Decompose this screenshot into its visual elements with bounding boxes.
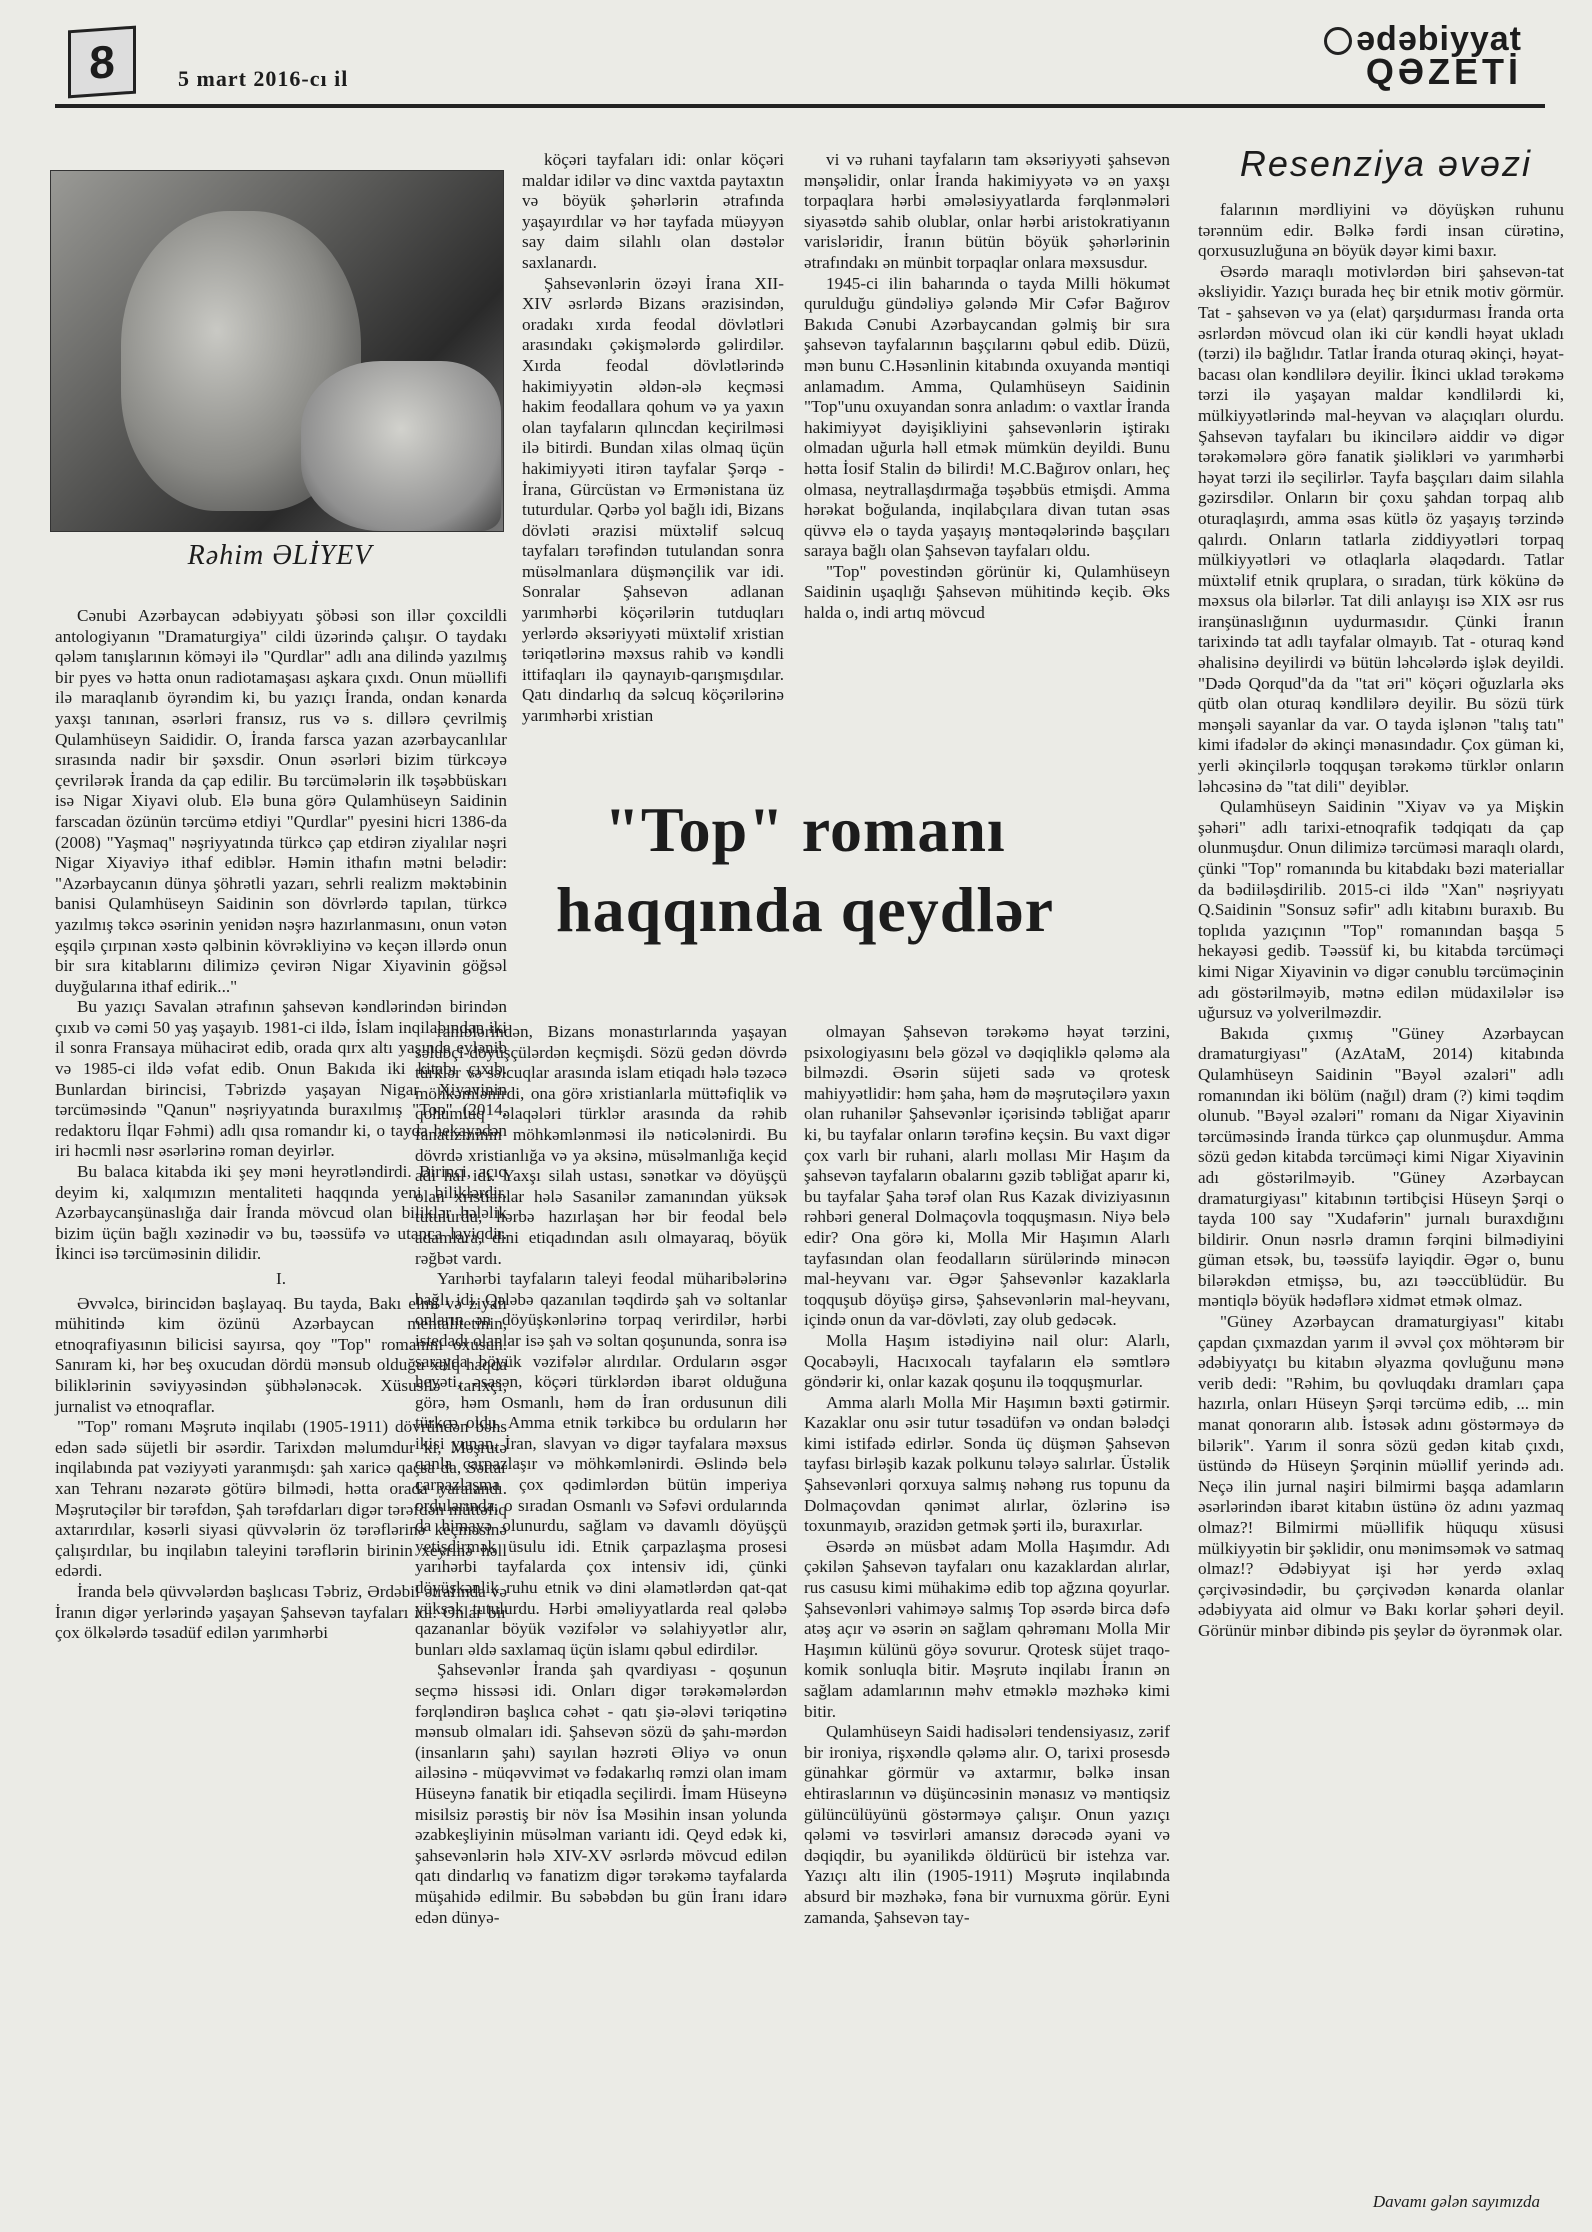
article-title [395, 790, 1215, 950]
paragraph: falarının mərdliyini və döyüşkən ruhunu tərənnüm edir. Bəlkə fərdi insan cürətinə, qorxusuzluğuna ən böyük dəyər kimi baxır. [1198, 200, 1564, 261]
paragraph: Yarıhərbi tayfaların taleyi feodal müharibələrinə bağlı idi. Qələbə qazanılan təqdirdə şah və soltanlar onların ən döyüşkənlərinə torpaq verirdilər, hərbi istedadı olanlar isə şah və soltan qoşununda, sonra isə sarayda böyük vəzifələr alırdılar. Orduların əsgər heyəti, əsasən, köçəri türklərdən ibarət olduğuna görə, həm Osmanlı, həm də İran ordusunun dili türkcə oldu. Amma etnik tərkibcə bu orduların hər ikisi yunan, İran, slavyan və digər tayfalara məxsus qanla çarpazlaşır və möhkəmlənirdi. Əslində belə çarpazlaşma çox qədimlərdən bütün imperiya ordularında, o sıradan Osmanlı və Səfəvi ordularında da himayə olunurdu, sağlam və davamlı döyüşçü yetişdirmək üsulu idi. Etnik çarpazlaşma prosesi yarıhərbi tayfalarda çox intensiv idi, çünki döyüşkənlik ruhu etnik və dini əlamətlərdən qat-qat yüksək tutulurdu. Hərbi əməliyyatlarda real qələbə qazananlar böyük vəzifələr və səlahiyyətlər alır, bunları əldə saxlamaq üçün islamı qəbul edirdilər. [415, 1269, 787, 1659]
column-3-top [804, 150, 1170, 624]
paragraph: Molla Haşım istədiyinə nail olur: Alarlı, Qocabəyli, Hacıxocalı tayfaların elə səmtlərə göndərir ki, onlar kazak qoşunu ilə toqquşmurlar. [804, 1330, 1170, 1392]
newspaper-logo [1324, 20, 1522, 93]
paragraph: olmayan Şahsevən tərəkəmə həyat tərzini, psixologiyasını belə gözəl və dəqiqliklə qələmə ala bilməzdi. Əsərin süjeti sadə və qrotesk mahiyyətlidir: həm şaha, həm də məşrutəçilərə yaxın olan ruhanilər Şahsevənlər içərisində təbliğat aparır ki, bu tayfalar onların tərəfinə keçsin. Bu vaxt digər çox varlı bir ruhani, alarlı mollası Mir Haşım da şahsevən tayfaların obalarını gəzib təbliğat aparır ki, bu tayfalar Şaha tərəf olan Rus Kazak diviziyasının rəhbəri general Dolmaçovla toqquşmasın. Niyə belə edir? Ona görə ki, Molla Mir Haşımın Alarlı tayfasından olan feodalların sürülərində minəcən mal-heyvanı var. Əgər Şahsevənlər kazaklarla toqquşub döyüşə girsə, Şahsevənlərin mal-heyvanı, içində onun da var-dövləti, zay olub gedəcək. [804, 1022, 1170, 1330]
paragraph: Əvvəlcə, birincidən başlayaq. Bu tayda, Bakı elmi və ziyalı mühitində kim özünü Azərbaycan mentalitetinin, etnoqrafiyasının bilicisi sayırsa, qoy "Top" romanını oxusun. Sanıram ki, hər beş oxucudan dördü mənsub olduğu xalq haqda biliklərinin səviyyəsindən şübhələnəcək. Xüsusilə tarixçi, jurnalist və etnoqraflar. [55, 1293, 507, 1416]
column-2-bottom [415, 1022, 787, 1928]
paragraph: Cənubi Azərbaycan ədəbiyyatı şöbəsi son illər çoxcildli antologiyanın "Dramaturgiya" cildi üzərində çalışır. O taydakı qələm tanışlarının köməyi ilə "Qurdlar" adlı ana dilində yazılmış bir pyes və hətta onun radiotamaşası aşkara çıxdı. Onun müəllifi ilə maraqlanıb öyrəndim ki, bu yazıçı İranda, ondan kənarda yaxşı tanınan, əsərləri fransız, rus və s. dillərə çevrilmiş Qulamhüseyn Saididir. O, İranda farsca yazan azərbaycanlılar sırasında nadir bir şəxsdir. Onun əsərləri bizim türkcəyə çevrilərək İranda da çap edilir. Bu tərcümələrin ilk təşəbbüskarı isə Nigar Xiyavi olub. Elə buna görə Qulamhüseyn Saidinin farscadan özünün tərcümə etdiyi "Qurdlar" pyesini hicri 1386-da (2008) "Yaşmaq" nəşriyyatında türkcə çap etdirən ziyalılar nəşri Nigar Xiyaviyə ithaf ediblər. Həmin ithafın mətni belədir: "Azərbaycanın dünya şöhrətli yazarı, sehrli realizm məktəbinin banisi Qulamhüseyn Saidinin son dövrlərdə tapılan, türkcə yazılmış təkcə əsərinin yenidən nəşrə hazırlanmasını, onun vətən eşqilə çırpınan xəstə qəlbinin kövrəkliyinə və keçən illərdə onun bir sıra kitablarını dilimizə çevirən Nigar Xiyavinin göğsəl duyğularına ithaf edirik..." [55, 606, 507, 996]
author-name: Rəhim ƏLİYEV [187, 540, 373, 571]
paragraph: Qulamhüseyn Saidinin "Xiyav və ya Mişkin şəhəri" adlı tarixi-etnoqrafik tədqiqatı da çap olunmuşdur. Onun dilimizə tərcüməsi maraqlı olardı, çünki "Top" romanında bu kitabdakı bəzi materiallar da bədiiləşdirilib. 2015-ci ildə "Xan" nəşriyyatı Q.Saidinin "Sonsuz səfir" adlı kitabını buraxıb. Bu toplıda yazıçının "Top" romanından başqa 5 hekayəsi gedib. Təəssüf ki, bu kitabda tərcüməçi kimi Nigar Xiyavinin və digər cənublu tərcüməçinin adı göstərilməyib, mətnə edilən müdaxilələr isə uğursuz və yolverilməzdir. [1198, 797, 1564, 1023]
issue-date: 5 mart 2016-cı il [178, 66, 349, 91]
title-line-2: haqqında qeydlər [556, 874, 1054, 945]
paragraph: Bu balaca kitabda iki şey məni heyrətləndirdi. Birinci, açıq deyim ki, xalqımızın mentaliteti haqqında yeni biliklərdir. Azərbaycanşünaslığa dair İranda mövcud olan biliklər hələlik bizim üçün bağlı xəzinədir və bu, təəssüfə və utanca layiqdir. İkinci isə tərcüməsinin dilidir. [55, 1162, 507, 1264]
logo-line2: QƏZETİ [1365, 51, 1522, 92]
column-4 [1198, 200, 1564, 1642]
paragraph: Amma alarlı Molla Mir Haşımın bəxti gətirmir. Kazaklar onu əsir tutur təsadüfən və ondan bələdçi kimi istifadə edirlər. Sonda üç düşmən Şahsevən tayfası birləşib kazak polkunu tələyə salırlar. Üstəlik Şahsevənləri qorxuya salmış nəhəng rus topunu da Dolmaçovdan qənimət alırlar, özlərinə isə toxunmayıb, ərazidən getmək şərti ilə, buraxırlar. [804, 1392, 1170, 1536]
paragraph: Şahsevənlər İranda şah qvardiyası - qoşunun seçmə hissəsi idi. Onları digər tərəkəmələrdən fərqləndirən başlıca cəhət - qatı şiə-ələvi təriqətinə mənsub olmaları idi. Şahsevən sözü də şahı-mərdən (insanların şahı) sayılan həzrəti Əliyə və onun ailəsinə - müqəvvimət və fədakarlıq rəmzi olan imam Hüseynə fanatik bir etiqadla seçilirdi. İmam Hüseynə misilsiz pərəstiş bir növ İsa Məsihin insan yolunda əzabkeşliyinin müsəlman variantı idi. Qeyd edək ki, şahsevənlərin hələ XIV-XV əsrlərdə mövcud edilən qatı dindarlıq və fanatizm digər tərəkəmə tayfalarda müşahidə edilmir. Bu səbəbdən bu gün İranı idarə edən dünyə- [415, 1660, 787, 1927]
paragraph: "Top" romanı Məşrutə inqilabı (1905-1911) dövründən bəhs edən sadə süjetli bir əsərdir. Tarixdən məlumdur ki, Məşrutə inqilabında pat vəziyyəti yaranmışdı: şah xaricə qaçsa da, Səttar xan Tehranı nəzarətə götürə bilmədi, hətta orada yaralandı. Məşrutəçilər bir tərəfdən, Şah tərəfdarları digər tərəfdən müttəfiq axtarırdılar, kəsərli siyasi qüvvələrin öz tərəflərinə keçməsinə çalışırdılar, bu inqilabın taleyini tərəflərin birinin xeyrinə həll edərdi. [55, 1417, 507, 1581]
author-photo [50, 170, 504, 532]
section-numeral: I. [275, 1269, 287, 1288]
logo-line1: ədəbiyyat [1356, 20, 1522, 58]
paragraph: Bakıda çıxmış "Güney Azərbaycan dramaturgiyası" (AzAtaM, 2014) kitabında Qulamhüseyn Saidinin "Bəyəl əzaləri" adlı romanından iki bölüm (nağıl) dram (?) kimi təqdim olunub. "Bəyəl əzaləri" romanı da Nigar Xiyavinin tərcüməsində İranda türkcə çap olunmuşdur. Amma sözü gedən kitabda tərcüməçi kimi Nigar Xiyavinin adı göstərilməyib. "Güney Azərbaycan dramaturgiyası" kitabının tərtibçisi Hüseyn Şərqi o tayda 100 say "Xudafərin" jurnalı buraxdığını bildirir. Onun nəsrlə dramın fərqini bilmədiyini güman etsək, bu, təəssüfə layiqdir. Əgər o, bunu bilərəkdən etmişsə, bu, azı təəccüblüdür. Bu məntiqlə böyük hədəflərə xidmət etmək olmaz. [1198, 1023, 1564, 1311]
paragraph: "Güney Azərbaycan dramaturgiyası" kitabı çapdan çıxmazdan yarım il əvvəl çox möhtərəm bir ədəbiyyatçı bu kitabın əlyazma qovluğunu mənə verib dedi: "Rəhim, bu qovluqdakı dramları çapa hazırla, onları Hüseyn Şərqi tərcümə edib, ... min manat qonorarın alıb. İstəsək adını göstərməyə də bilərik". Yarım il sonra sözü gedən kitab çıxdı, üstündə də Hüseyn Şərqinin müəllif yerində adı. Neçə ilin jurnal naşiri bilmirmi başqa adamların əsərlərindən ibarət kitabın üstünə öz adını yazmaq olmaz?! Bilmirmi müəllifik hüququ xüsusi mülkiyyətin bir şəklidir, onu mənimsəmək və satmaq olmaz!? Ədəbiyyat işi hər yerdə əxlaq çərçivəsindədir, bu çərçivədən kənarda olanlar ədəbiyyata aid olmur və Bakı korlar şəhəri deyil. Görünür minbər dibində pis şeylər də öyrənmək olar. [1198, 1312, 1564, 1640]
paragraph: 1945-ci ilin baharında o tayda Milli hökumət qurulduğu gündəliyə gələndə Mir Cəfər Bağırov Bakıda Cənubi Azərbaycandan gəlmiş bir sıra şahsevən tayfalarının başçılarını qəbul edib. Düzü, mən bunu C.Həsənlinin kitabında oxuyanda məntiqi anlamadım. Amma, Qulamhüseyn Saidinin "Top"unu oxuyandan sonra anladım: o vaxtlar İranda hakimiyyət dəyişikliyini şahsevənlərin iştirakı olmadan uğurla həll etmək mümkün deyildi. Bunu hətta İosif Stalin də bilirdi! M.C.Bağırov onları, heç olmasa, neytrallaşdırmağa təşəbbüs etmişdi. Amma hərəkat boğulanda, inqilabçılara divan tutan əsas qüvvə elə o tayda yaşayış məntəqələrində başçıları saraya bağlı olan Şahsevən tayfaları oldu. [804, 273, 1170, 561]
paragraph: vi və ruhani tayfaların tam əksəriyyəti şahsevən mənşəlidir, onlar İranda hakimiyyətə və ən yaxşı torpaqlara hərbi əmələsiyyatlarda fərqlənmələri siyasətdə sahib olublar, onlar hərbi aristokratiyanın varisləridir, İranın bütün böyük şəhərlərinin ətrafındakı ən münbit torpaqlar onlara məxsusdur. [804, 150, 1170, 272]
paragraph: Bu yazıçı Savalan ətrafının şahsevən kəndlərindən birindən çıxıb və cəmi 50 yaş yaşayıb. 1981-ci ildə, İslam inqilabından iki il sonra Fransaya mühacirət edib, orada qırx altı yaşında evlənib və 1985-ci ildə vəfat edib. Onun Bakıda iki kitabı çıxıb. Bunlardan birincisi, Təbrizdə yaşayan Nigar Xiyavinin tərcüməsində "Qanun" nəşriyyatında buraxılmış "Top" (2014, redaktoru İlqar Fəhmi) adlı qısa romandır ki, o tayda hekayədən iri həcmli nəsr əsərlərinə roman deyirlər. [55, 997, 507, 1161]
logo-emblem-icon [1324, 27, 1352, 55]
title-line-1: "Top" romanı [604, 794, 1006, 865]
paragraph: İranda belə qüvvələrdən başlıcası Təbriz, Ərdəbil ətrafında və İranın digər yerlərində yaşayan Şahsevən tayfaları idi. Onlar bir çox ölkələrdə təsadüf edilən yarımhərbi [55, 1581, 507, 1643]
continued-note: Davamı gələn sayımızda [1372, 2192, 1540, 2211]
paragraph: Qulamhüseyn Saidi hadisələri tendensiyasız, zərif bir ironiya, rişxəndlə qələmə alır. O, tarixi prosesdə günahkar görmür və axtarmır, bəlkə insan ehtiraslarının və düşüncəsinin mənasız və məntiqsiz gülüncülüyünü göstərməyə çalışır. Onun yazıçı qələmi və təsvirləri amansız dərəcədə əyani və dəqiqdir, bu əyanilikdə öldürücü bir istehza var. Yazıçı altı ilin (1905-1911) Məşrutə inqilabında absurd bir məzhəkə, fəna bir vurnuxma görür. Eyni zamanda, Şahsevən tay- [804, 1722, 1170, 1927]
page-number: 8 [68, 26, 136, 99]
paragraph: rahiblərindən, Bizans monastırlarında yaşayan səlubçi-döyüşçülərdən keçmişdi. Sözü gedən dövrdə türklər və səlcuqlar arasında islam etiqadı hələ təzəcə möhkəmlənirdi, ona görə xristianlarla müttəfiqlik və qohumluq əlaqələri türklər arasında da rəhib fanatizminin möhkəmlənməsi ilə nəticələnirdi. Bu dövrdə xristianlığa və ya əksinə, müsəlmanlığa keçid adi hal idi. Yaxşı silah ustası, sənətkar və döyüşçü olan xristianlar hələ Sasanilər zamanından yüksək tutulurdu, hərbə hazırlaşan hər bir feodal belə adamlara, dini etiqadından asılı olmayaraq, böyük rəğbət vardı. [415, 1022, 787, 1268]
paragraph: Əsərdə maraqlı motivlərdən biri şahsevən-tat əksliyidir. Yazıçı burada heç bir etnik motiv görmür. Tat - şahsevən və ya (elat) qarşıdurması İranda orta əsrlərdən mövcud olan iki cür kəndli həyat ukladı (tərzi) ilə bağlıdır. Tatlar İranda oturaq əkinçi, həyat-bacası olan kəndlilərə deyilir. İkinci uklad tərəkəmə tərzi ilə yaşayan maldar kəndlilərdi ki, mülkiyyətlərində mal-heyvan və alaçıqları olurdu. Şahsevən tayfaları bu ikincilərə aiddir və digər tərəkəmələrə görə fanatik şiəlikləri və yarımhərbi həyat tərzi ilə seçilirlər. Tayfa başçıları daim silahla gəzirsdilər. Onların bir çoxu şahdan torpaq alıb oturaqlaşırdı, amma əsas kütlə öz yaşayış tərzində qalırdı. Onların tatlarla ziddiyyətləri torpaq mülkiyyətləri və otlaqlarla əlaqədardı. Tatlar müxtəlif etnik qruplara, o sıradan, türk kökünə də məxsus ola bilərlər. Tat dili anlayışı isə XIX əsr rus iranşünaslığının uydurmasıdır. Çünki İranın tarixində tat adlı tayfalar olmayıb. Tat - oturaq kənd əhalisinə deyilirdi və bütün ləhcələrdə işlək deyildi. "Dədə Qorqud"da da "tat əri" köçəri oğuzlarla əks qütb olan oturaq kəndlilərə deyilir. Bu sözü türk mənşəli sayanlar da var. O tayda işlənən "talış tatı" kimi ifadələr də əkinçi mənasındadır. Çox güman ki, yerli əkinçilərlə toqquşan tərəkəmə türklər onların ləhcəsinə də "tat dili" deyiblər. [1198, 261, 1564, 796]
section-title: Resenziya əvəzi [1239, 143, 1532, 184]
paragraph: köçəri tayfaları idi: onlar köçəri maldar idilər və dinc vaxtda paytaxtın və böyük şəhərlərin ətrafında yaşayırdılar və hər tayfada müəyyən say daim silahlı olan dəstələr saxlanardı. [522, 150, 784, 272]
paragraph: Əsərdə ən müsbət adam Molla Haşımdır. Adı çəkilən Şahsevən tayfaları onu kazaklardan alırlar, rus casusu kimi mühakimə edib top ağzına qoyurlar. Şahsevənləri vahiməyə salmış Top əsərdə birca dəfə atəş açır və əsərin ən sağlam qəhrəmanı Molla Mir Haşımın külünü göyə sovurur. Qrotesk süjet traqo-komik sonluqla bitir. Məşrutə inqilabı İranın ən sağlam adamlarının məhv etməklə məzhəkə kimi bitir. [804, 1536, 1170, 1721]
photo-hand [301, 361, 501, 531]
paragraph: Şahsevənlərin özəyi İrana XII-XIV əsrlərdə Bizans ərazisindən, oradakı xırda feodal dövlətləri arasındakı çəkişmələrdə gəlirdilər. Xırda feodal dövlətlərində hakimiyyətin əldən-ələ keçməsi hakim feodallara qohum və ya yaxın olan tayfaların qılıncdan keçirilməsi ilə bitirdi. Bundan xilas olmaq üçün hakimiyyəti itirən tayfalar Şərqə - İrana, Gürcüstan və Ermənistana üz tuturdular. Qərbə yol bağlı idi, Bizans dövləti ərazisi müxtəlif səlcuq tayfaları tərəfindən tutulandan sonra müsəlmanlara düşmənçilik var idi. Sonralar Şahsevən adlanan yarımhərbi köçərilərin tutduqları yerlərdə əksəriyyəti müxtəlif xristian təriqətlərinə məxsus rahib və kəndli ittifaqları ilə qaynayıb-qarışmışdılar. Qatı dindarlıq da səlcuq köçərilərinə yarımhərbi xristian [522, 273, 784, 726]
paragraph: "Top" povestindən görünür ki, Qulamhüseyn Saidinin uşaqlığı Şahsevən mühitində keçib. Əks halda o, indi artıq mövcud [804, 561, 1170, 623]
column-2-top [522, 150, 784, 727]
header-rule [55, 104, 1545, 108]
column-3-bottom [804, 1022, 1170, 1928]
